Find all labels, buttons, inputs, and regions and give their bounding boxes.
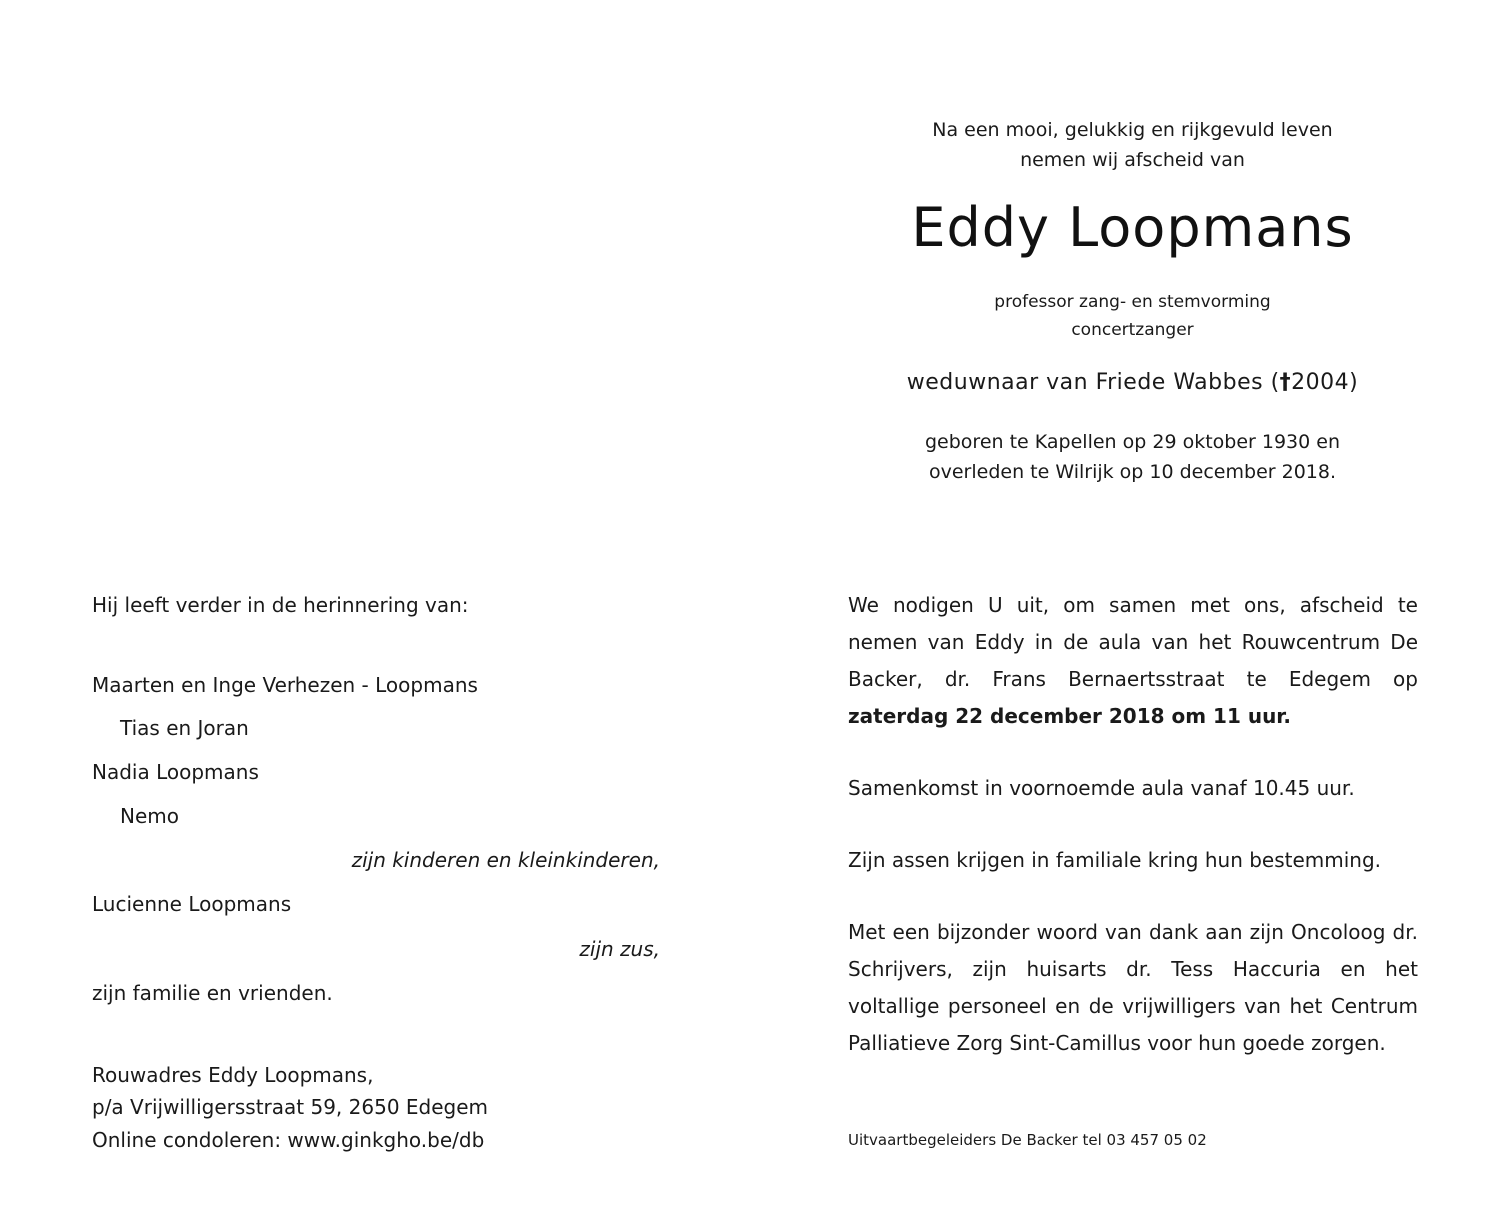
widower-suffix: 2004) xyxy=(1291,370,1359,395)
birth-line: geboren te Kapellen op 29 oktober 1930 en xyxy=(925,431,1340,453)
family-grandchildren-1: Tias en Joran xyxy=(120,716,249,740)
family-intro: Hij leeft verder in de herinnering van: xyxy=(92,593,469,617)
profession-line-1: professor zang- en stemvorming xyxy=(994,292,1271,312)
intro-text xyxy=(860,115,1405,175)
widower-prefix: weduwnaar van Friede Wabbes ( xyxy=(906,370,1280,395)
thanks-paragraph: Met een bijzonder woord van dank aan zijn Oncoloog dr. Schrijvers, zijn huisarts dr. Tess Haccuria en het voltallige personeel en de vrijwilligers van het Centrum Palliatieve Zorg Sint-Camillus voor hun goede zorgen. xyxy=(848,920,1418,1055)
condolence-link[interactable]: Online condoleren: www.ginkgho.be/db xyxy=(92,1128,485,1152)
profession-line-2: concertzanger xyxy=(1071,320,1194,340)
gathering-paragraph: Samenkomst in voornoemde aula vanaf 10.45 uur. xyxy=(848,776,1355,800)
undertaker-info: Uitvaartbegeleiders De Backer tel 03 457 05 02 xyxy=(848,1131,1207,1149)
intro-line-2: nemen wij afscheid van xyxy=(1020,149,1245,171)
cross-icon: † xyxy=(1279,370,1292,395)
family-child-2: Nadia Loopmans xyxy=(92,760,259,784)
family-sister: Lucienne Loopmans xyxy=(92,892,292,916)
deceased-name: Eddy Loopmans xyxy=(911,196,1354,259)
sister-caption: zijn zus, xyxy=(579,937,660,961)
children-caption: zijn kinderen en kleinkinderen, xyxy=(351,848,660,872)
death-line: overleden te Wilrijk op 10 december 2018. xyxy=(928,461,1336,483)
invitation-paragraph xyxy=(848,587,1418,735)
family-closing: zijn familie en vrienden. xyxy=(92,981,333,1005)
ashes-paragraph: Zijn assen krijgen in familiale kring hun bestemming. xyxy=(848,848,1382,872)
family-child-1: Maarten en Inge Verhezen - Loopmans xyxy=(92,673,478,697)
widower-line xyxy=(860,370,1405,395)
address-line-1: Rouwadres Eddy Loopmans, xyxy=(92,1063,374,1087)
life-dates xyxy=(860,427,1405,487)
family-grandchildren-2: Nemo xyxy=(120,804,179,828)
profession xyxy=(860,288,1405,344)
intro-line-1: Na een mooi, gelukkig en rijkgevuld leven xyxy=(932,119,1333,141)
ceremony-date: zaterdag 22 december 2018 om 11 uur. xyxy=(848,704,1291,728)
invitation-text: We nodigen U uit, om samen met ons, afscheid te nemen van Eddy in de aula van het Rouwcentrum De Backer, dr. Frans Bernaertsstraat te Edegem op xyxy=(848,593,1418,691)
address-line-2: p/a Vrijwilligersstraat 59, 2650 Edegem xyxy=(92,1095,489,1119)
